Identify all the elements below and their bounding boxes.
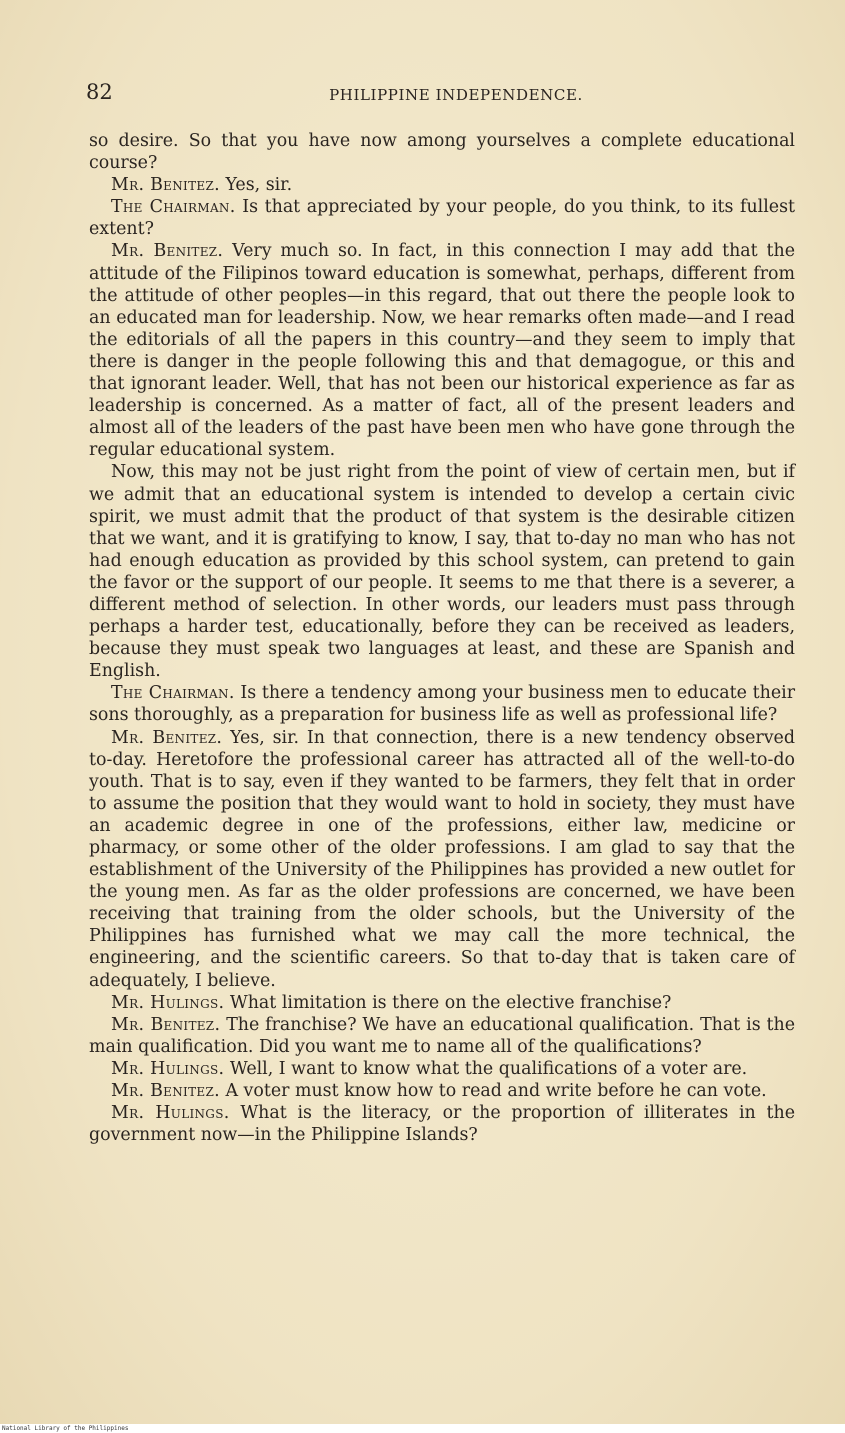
paragraph <box>89 682 795 726</box>
paragraph-text: Very much so. In fact, in this connection I may add that the attitude of the Filipinos toward education is somewhat, perhaps, different from the attitude of other peoples—in this regard, that out there the people look to an educated man for leadership. Now, we hear remarks often made—and I read the editorials of all the papers in this country—and they seem to imply that there is danger in the people following this and that demagogue, or this and that ignorant leader. Well, that has not been our historical experience as far as leadership is concerned. As a matter of fact, all of the present leaders and almost all of the leaders of the past have been men who have gone through the regular educational system. <box>89 241 795 461</box>
paragraph <box>89 727 795 992</box>
paragraph-text: A voter must know how to read and write before he can vote. <box>225 1081 767 1102</box>
paragraph-text: What is the literacy, or the proportion of illiterates in the government now—in the Philippine Islands? <box>89 1103 795 1146</box>
speaker-name: The Chairman. <box>111 197 236 218</box>
paragraph <box>89 240 795 461</box>
paragraph-text: Well, I want to know what the qualifications of a voter are. <box>229 1058 748 1079</box>
paragraph-text: The franchise? We have an educational qualification. That is the main qualification. Did you want me to name all of the qualifications? <box>89 1014 795 1057</box>
speaker-name: Mr. Benitez. <box>111 1014 221 1035</box>
paragraph-text: Yes, sir. In that connection, there is a new tendency observed to-day. Heretofore the professional career has attracted all of the well-to-do youth. That is to say, even if they wanted to be farmers, they felt that in order to assume the position that they would want to hold in society, they must have an academic degree in one of the professions, either law, medicine or pharmacy, or some other of the older professions. I am glad to say that the establishment of the University of the Philippines has provided a new outlet for the young men. As far as the older professions are concerned, we have been receiving that training from the older schools, but the University of the Philippines has furnished what we may call the more technical, the engineering, and the scientific careers. So that to-day that is taken care of adequately, I believe. <box>89 727 795 991</box>
speaker-name: The Chairman. <box>111 683 235 704</box>
running-title: PHILIPPINE INDEPENDENCE. <box>329 86 583 104</box>
paragraph <box>89 174 795 196</box>
page-header <box>86 80 796 110</box>
paragraph-text: so desire. So that you have now among yourselves a complete educational course? <box>89 131 795 174</box>
paragraph <box>89 1014 795 1058</box>
paragraph-text: Yes, sir. <box>225 175 293 196</box>
paragraph-text: Is that appreciated by your people, do you think, to its fullest extent? <box>89 197 796 240</box>
paragraph-text: What limitation is there on the elective franchise? <box>229 992 672 1013</box>
paragraph-text: Is there a tendency among your business men to educate their sons thoroughly, as a preparation for business life as well as professional life? <box>89 683 796 726</box>
speaker-name: Mr. Hulings. <box>111 1103 230 1124</box>
scan-credit: National Library of the Philippines <box>2 1425 129 1432</box>
paragraph <box>89 1102 795 1146</box>
speaker-name: Mr. Benitez. <box>111 241 224 262</box>
body-text <box>89 130 795 1146</box>
speaker-name: Mr. Benitez. <box>111 1081 220 1102</box>
page-number: 82 <box>86 80 113 104</box>
speaker-name: Mr. Hulings. <box>111 992 225 1013</box>
speaker-name: Mr. Benitez. <box>111 727 223 748</box>
paragraph <box>89 461 795 682</box>
paragraph-text: Now, this may not be just right from the point of view of certain men, but if we admit that an educational system is intended to develop a certain civic spirit, we must admit that the product of that system is the desirable citizen that we want, and it is gratifying to know, I say, that to-day no man who has not had enough education as provided by this school system, can pretend to gain the favor or the support of our people. It seems to me that there is a severer, a different method of selection. In other words, our leaders must pass through perhaps a harder test, educationally, before they can be received as leaders, because they must speak two languages at least, and these are Spanish and English. <box>89 462 795 682</box>
paragraph <box>89 1080 795 1102</box>
speaker-name: Mr. Hulings. <box>111 1058 225 1079</box>
speaker-name: Mr. Benitez. <box>111 175 220 196</box>
paragraph <box>89 1058 795 1080</box>
paragraph <box>89 992 795 1014</box>
paragraph <box>89 196 795 240</box>
paragraph <box>89 130 795 174</box>
